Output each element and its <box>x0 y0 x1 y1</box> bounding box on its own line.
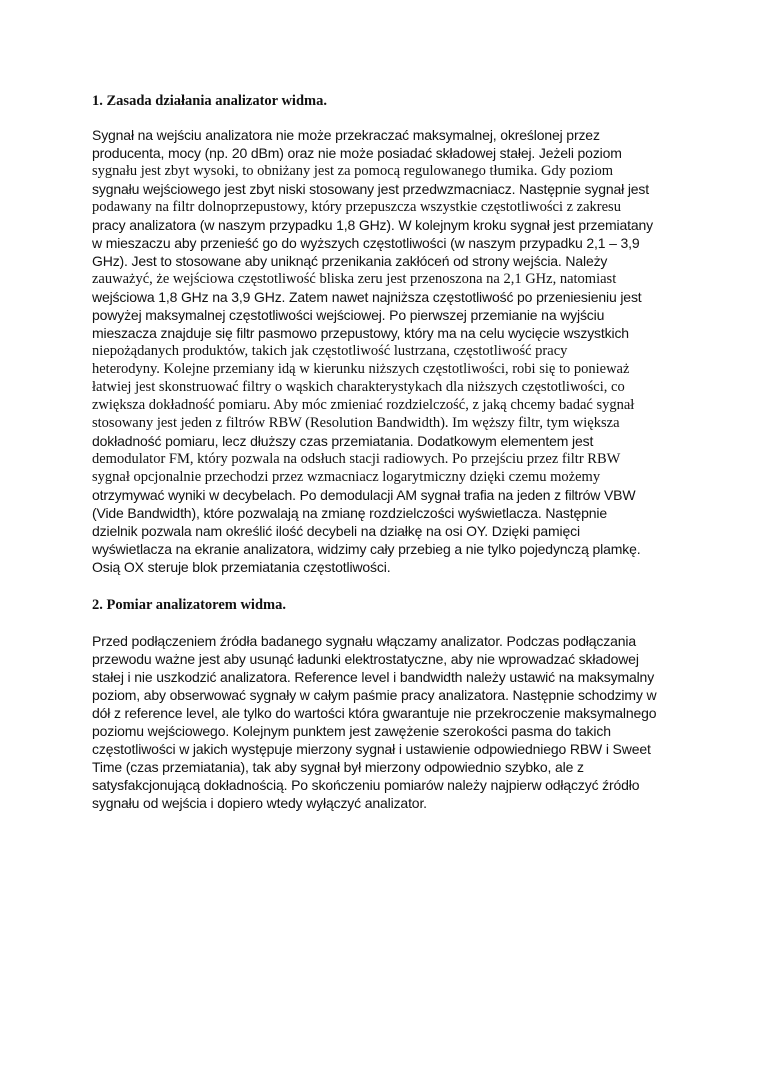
paragraph-line: w mieszaczu aby przenieść go do wyższych częstotliwości (w naszym przypadku 2,1 – 3,9 <box>92 235 640 251</box>
paragraph-line: heterodyny. Kolejne przemiany idą w kierunku niższych częstotliwości, robi się to ponieważ <box>92 361 630 377</box>
paragraph-line: otrzymywać wyniki w decybelach. Po demodulacji AM sygnał trafia na jeden z filtrów VBW <box>92 487 636 503</box>
paragraph-line: sygnał opcjonalnie przechodzi przez wzmacniacz logarytmiczny dzięki czemu możemy <box>92 469 601 485</box>
paragraph-line: zwiększa dokładność pomiaru. Aby móc zmieniać rozdzielczość, z jaką chcemy badać sygnał <box>92 397 635 413</box>
paragraph-line: demodulator FM, który pozwala na odsłuch stacji radiowych. Po przejściu przez filtr RBW <box>92 451 621 467</box>
paragraph-line: Sygnał na wejściu analizatora nie może przekraczać maksymalnej, określonej przez <box>92 127 600 143</box>
paragraph-line: sygnału od wejścia i dopiero wtedy wyłączyć analizator. <box>92 795 427 811</box>
paragraph-line: podawany na filtr dolnoprzepustowy, który przepuszcza wszystkie częstotliwości z zakresu <box>92 199 621 215</box>
section-1-paragraph <box>92 126 672 576</box>
section-1-heading: 1. Zasada działania analizator widma. <box>92 93 327 109</box>
paragraph-line: producenta, mocy (np. 20 dBm) oraz nie może posiadać składowej stałej. Jeżeli poziom <box>92 145 622 161</box>
paragraph-line: dzielnik pozwala nam określić ilość decybeli na działkę na osi OY. Dzięki pamięci <box>92 523 580 539</box>
paragraph-line: Osią OX steruje blok przemiatania częstotliwości. <box>92 559 391 575</box>
paragraph-line: Przed podłączeniem źródła badanego sygnału włączamy analizator. Podczas podłączania <box>92 633 636 649</box>
paragraph-line: GHz). Jest to stosowane aby uniknąć przenikania zakłóceń od strony wejścia. Należy <box>92 253 608 269</box>
paragraph-line: stosowany jest jeden z filtrów RBW (Resolution Bandwidth). Im węższy filtr, tym większa <box>92 415 620 431</box>
paragraph-line: satysfakcjonującą dokładnością. Po skończeniu pomiarów należy najpierw odłączyć źródło <box>92 777 640 793</box>
paragraph-line: (Vide Bandwidth), które pozwalają na zmianę rozdzielczości wyświetlacza. Następnie <box>92 505 608 521</box>
paragraph-line: powyżej maksymalnej częstotliwości wejściowej. Po pierwszej przemianie na wyjściu <box>92 307 605 323</box>
paragraph-line: poziomu wejściowego. Kolejnym punktem jest zawężenie szerokości pasma do takich <box>92 723 611 739</box>
paragraph-line: częstotliwości w jakich występuje mierzony sygnał i ustawienie odpowiedniego RBW i Sweet <box>92 741 651 757</box>
paragraph-line: przewodu ważne jest aby usunąć ładunki elektrostatyczne, aby nie wprowadzać składowej <box>92 651 639 667</box>
paragraph-line: sygnału wejściowego jest zbyt niski stosowany jest przedwzmacniacz. Następnie sygnał jest <box>92 181 650 197</box>
paragraph-line: dokładność pomiaru, lecz dłuższy czas przemiatania. Dodatkowym elementem jest <box>92 433 594 449</box>
paragraph-line: niepożądanych produktów, takich jak częstotliwość lustrzana, częstotliwość pracy <box>92 343 568 359</box>
paragraph-line: dół z reference level, ale tylko do wartości która gwarantuje nie przekroczenie maksymalnego <box>92 705 657 721</box>
paragraph-line: mieszacza znajduje się filtr pasmowo przepustowy, który ma na celu wycięcie wszystkich <box>92 325 629 341</box>
paragraph-line: pracy analizatora (w naszym przypadku 1,8 GHz). W kolejnym kroku sygnał jest przemiatany <box>92 217 654 233</box>
paragraph-line: stałej i nie uszkodzić analizatora. Reference level i bandwidth należy ustawić na maksymalny <box>92 669 655 685</box>
section-2-paragraph <box>92 632 672 812</box>
paragraph-line: Time (czas przemiatania), tak aby sygnał był mierzony odpowiednio szybko, ale z <box>92 759 584 775</box>
paragraph-line: wejściowa 1,8 GHz na 3,9 GHz. Zatem nawet najniższa częstotliwość po przeniesieniu jest <box>92 289 642 305</box>
paragraph-line: zauważyć, że wejściowa częstotliwość bliska zeru jest przenoszona na 2,1 GHz, natomiast <box>92 271 617 287</box>
paragraph-line: poziom, aby obserwować sygnały w całym paśmie pracy analizatora. Następnie schodzimy w <box>92 687 657 703</box>
document-page <box>92 92 672 812</box>
paragraph-line: łatwiej jest skonstruować filtry o wąskich charakterystykach dla niższych częstotliwości, co <box>92 379 625 395</box>
paragraph-line: sygnału jest zbyt wysoki, to obniżany jest za pomocą regulowanego tłumika. Gdy poziom <box>92 163 614 179</box>
section-2-heading: 2. Pomiar analizatorem widma. <box>92 597 286 613</box>
paragraph-line: wyświetlacza na ekranie analizatora, widzimy cały przebieg a nie tylko pojedynczą plamkę. <box>92 541 641 557</box>
